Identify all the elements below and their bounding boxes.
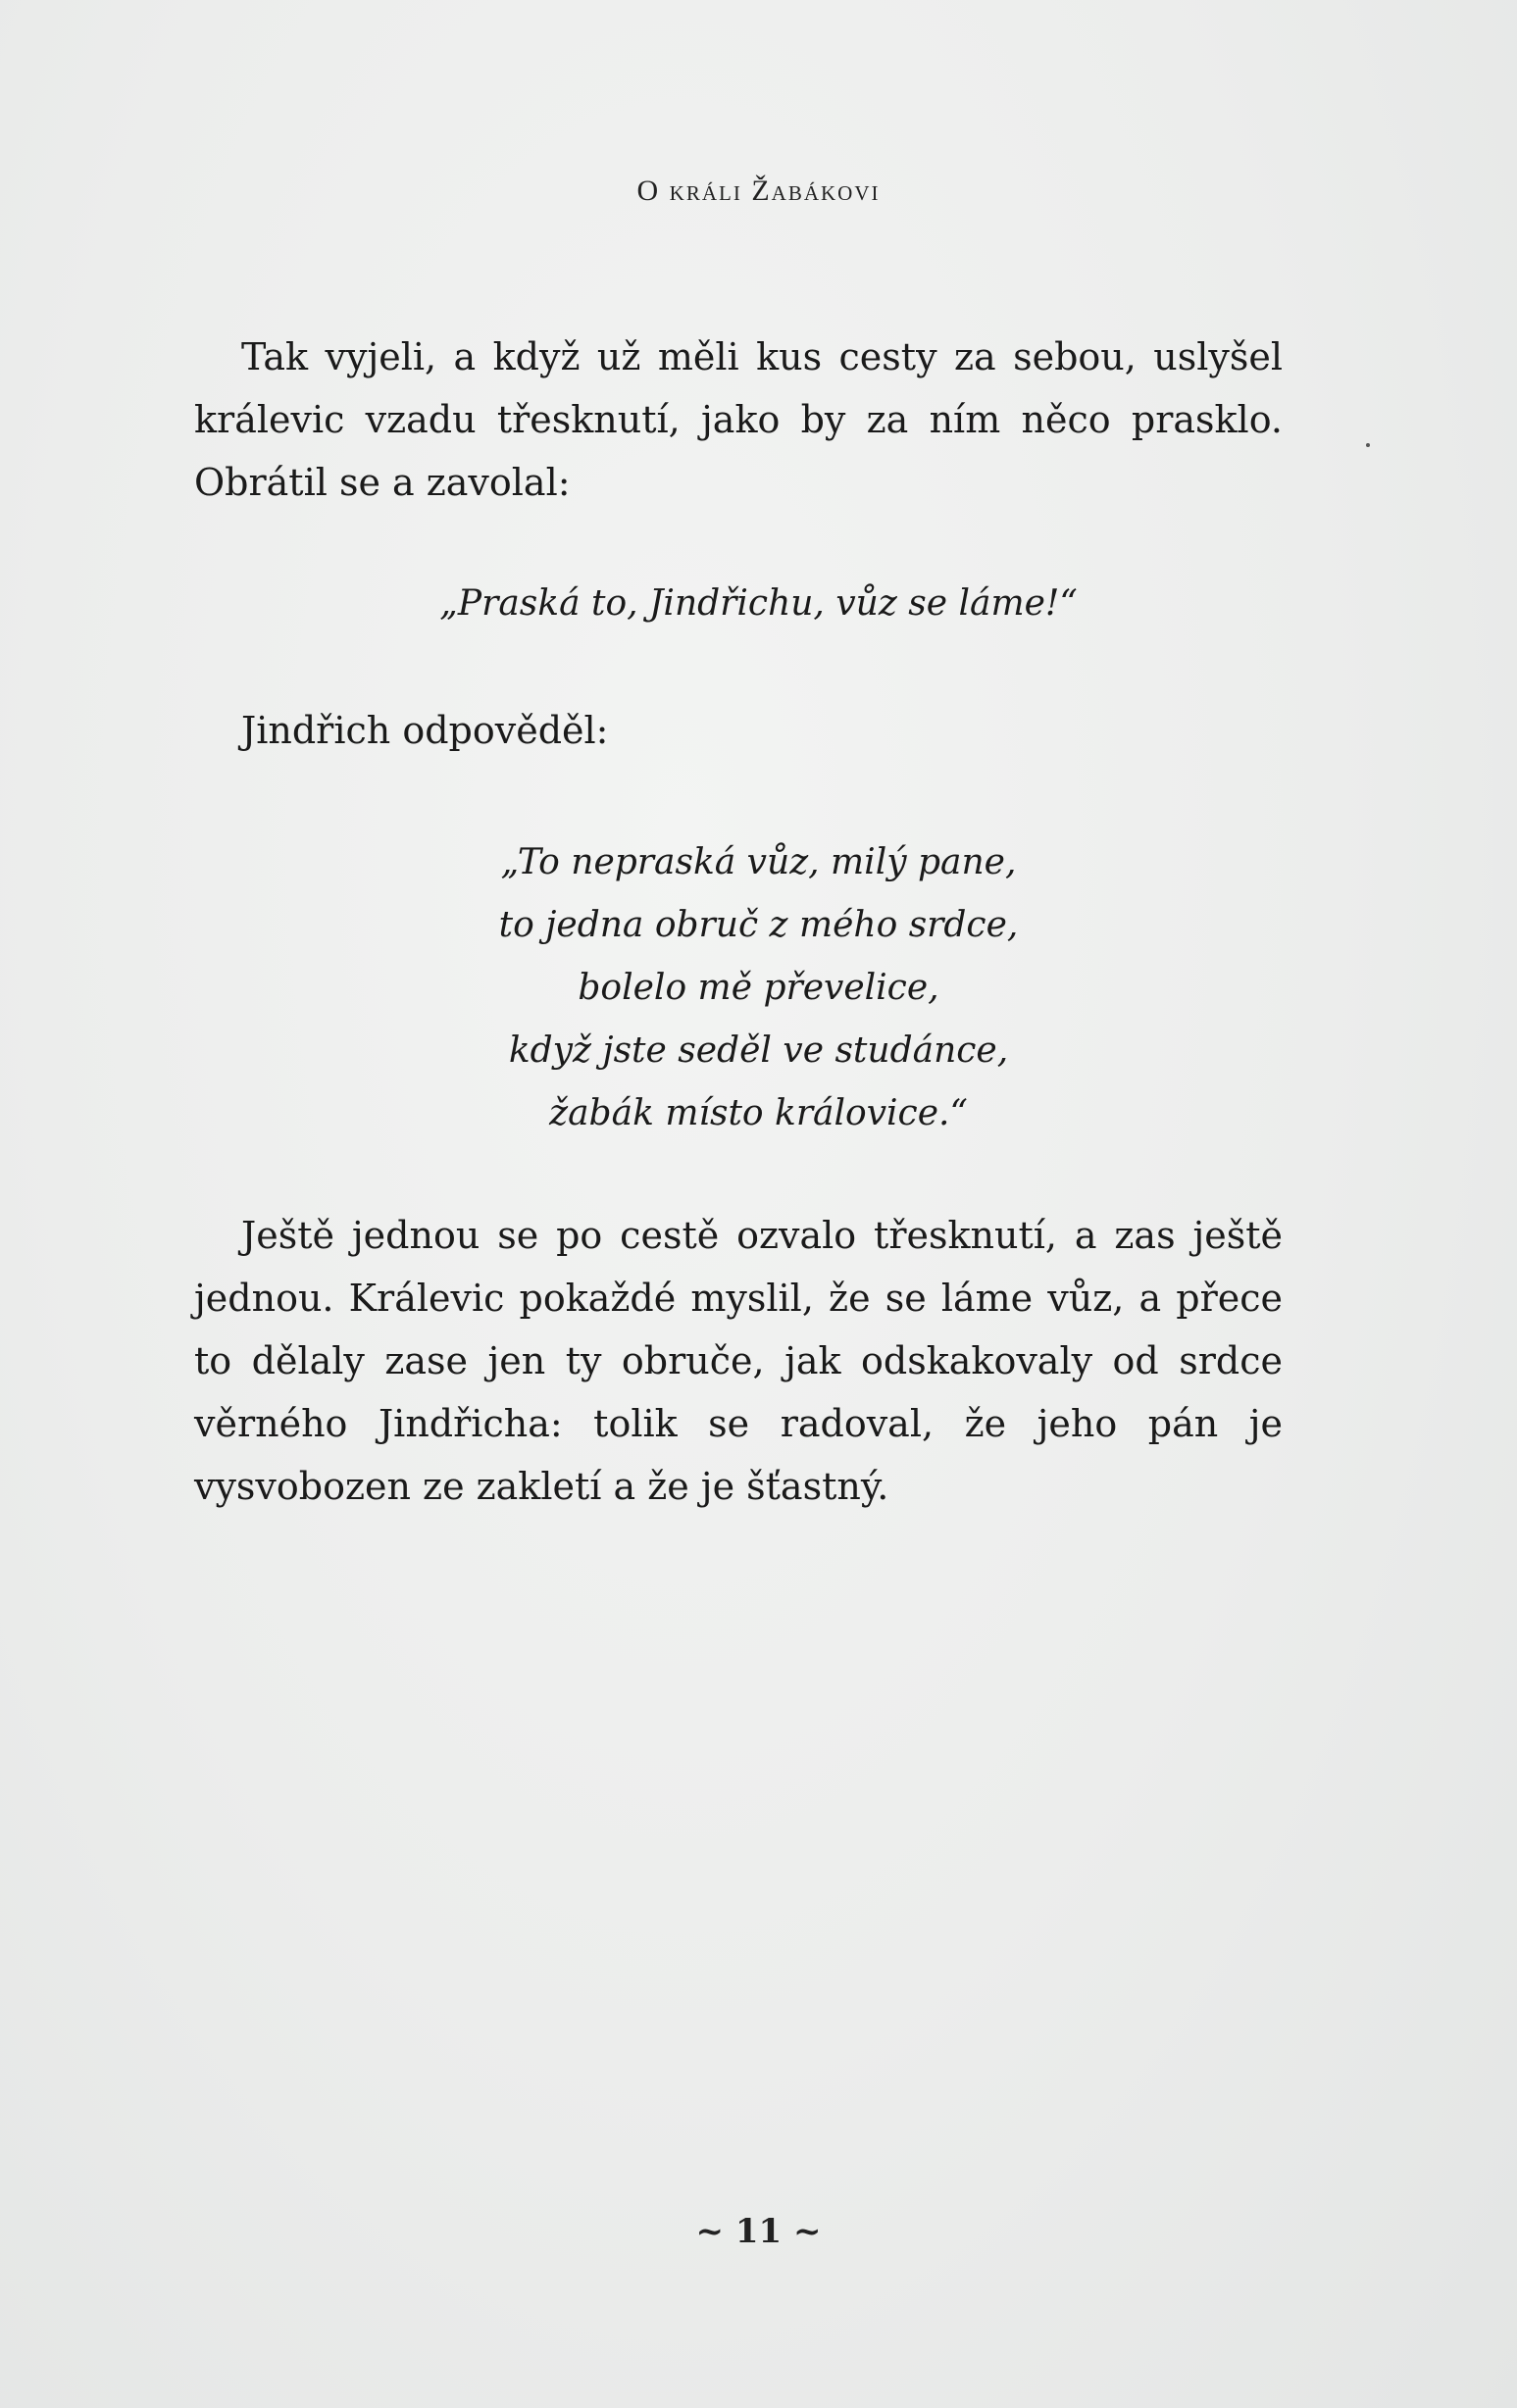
paragraph-2-text: Jindřich odpověděl: <box>241 709 609 752</box>
verse-line: když jste seděl ve studánce, <box>508 1030 1009 1071</box>
paragraph-1 <box>194 326 1283 514</box>
running-head: O králi Žabákovi <box>636 175 881 207</box>
paragraph-3-text: Ještě jednou se po cestě ozvalo třesknutí, a zas ještě jednou. Králevic pokaždé myslil, že se láme vůz, a přece to dělaly zase jen ty obruče, jak odskakovaly od srdce věrného Jindřicha: tolik se radoval, že jeho pán je vysvobozen ze zakletí a že je šťastný. <box>194 1214 1283 1508</box>
paragraph-1-text: Tak vyjeli, a když už měli kus cesty za sebou, uslyšel králevic vzadu třesknutí, jako by za ním něco prasklo. Obrátil se a zavolal: <box>194 335 1283 504</box>
paragraph-2 <box>194 699 1283 762</box>
verse-line: žabák místo královice.“ <box>549 1093 968 1133</box>
page-number: ~ 11 ~ <box>695 2212 822 2251</box>
verse-line: bolelo mě převelice, <box>578 968 939 1008</box>
dust-speck <box>1366 443 1370 447</box>
quote-1: „Praská to, Jindřichu, vůz se láme!“ <box>439 583 1078 624</box>
verse-line: to jedna obruč z mého srdce, <box>498 905 1019 945</box>
verse-block <box>0 831 1517 1145</box>
paragraph-3 <box>194 1204 1283 1518</box>
verse-line: „To nepraská vůz, milý pane, <box>500 842 1017 882</box>
